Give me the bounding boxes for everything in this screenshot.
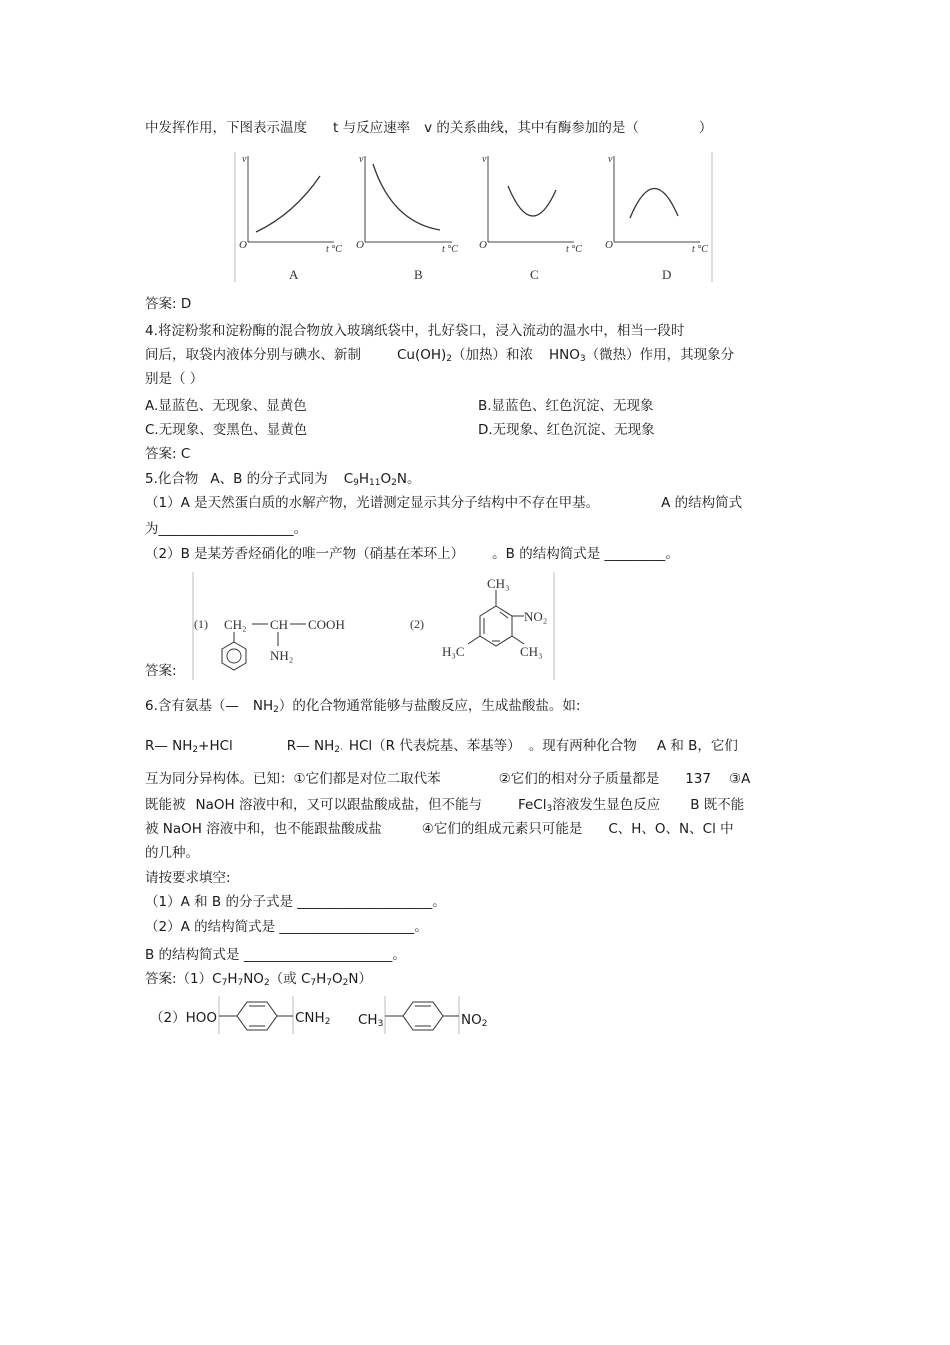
graph-a [239,154,342,282]
axis-t: t °C [326,244,342,255]
axis-origin: O [605,239,613,251]
axis-origin: O [239,239,247,251]
q6-line5: 被 NaOH 溶液中和，也不能跟盐酸成盐 ④它们的组成元素只可能是 C、H、O、N、Cl 中 [145,821,734,837]
q4-line2: 间后，取袋内液体分别与碘水、新制 $Cu(OH)_2$（加热）和浓 $HNO_3$（微热）作用，其现象分 [145,347,735,364]
structure-label-1: (1) [194,617,208,631]
ch2-label: CH₂ [224,617,247,632]
ch-label: CH [270,617,289,632]
structure-label-2: (2) [410,617,424,631]
axis-t: t °C [442,244,458,255]
no2-label: NO₂ [524,609,548,624]
axis-origin: O [479,239,487,251]
q6-reaction: R— $NH_2+HCl$ R— $NH_{2\cdot}$ HCl（R 代表烷基、苯基等） 。现有两种化合物 A 和 B，它们 [145,738,738,755]
graph-c [479,154,582,282]
q6-answer2-label: （2）HOO [150,1010,217,1026]
q6-answer2-cnh2: $CNH_2$ [295,1010,331,1027]
graph-label-c: C [530,267,539,282]
q4-answer: 答案: C [145,446,191,462]
q6-question3: B 的结构简式是 ______________________。 [145,947,406,963]
q6-answer2-no2: $NO_2$ [461,1012,488,1029]
q6-answer2-ring-a [217,996,295,1034]
q5-line1: 5.化合物 A、B 的分子式同为 $C_9H_{11}O_2N$。 [145,471,421,488]
cooh-label: COOH [308,617,345,632]
q4-option-b: B.显蓝色、红色沉淀、无现象 [478,398,654,414]
q3-prompt: 中发挥作用，下图表示温度 t 与反应速率 v 的关系曲线，其中有酶参加的是（ ） [145,120,713,136]
axis-origin: O [356,239,364,251]
q4-option-d: D.无现象、红色沉淀、无现象 [478,422,655,438]
q6-line4: 既能被 NaOH 溶液中和，又可以跟盐酸成盐，但不能与 FeCl$_3$溶液发生显色反应 B 既不能 [145,797,745,814]
ch3-right-label: CH₃ [520,644,543,659]
q6-instructions: 请按要求填空: [145,870,231,886]
benzene-ring-1 [222,642,246,670]
axis-v: v [359,154,364,165]
axis-v: v [242,154,247,165]
q6-line1: 6.含有氨基（— $NH_2$）的化合物通常能够与盐酸反应，生成盐酸盐。如: [145,698,581,715]
q4-option-a: A.显蓝色、无现象、显黄色 [145,398,307,414]
graph-label-a: A [289,267,299,282]
axis-v: v [482,154,487,165]
q6-line3: 互为同分异构体。已知：①它们都是对位二取代苯 ②它们的相对分子质量都是 137 ③A [145,771,751,787]
q4-line1: 4.将淀粉浆和淀粉酶的混合物放入玻璃纸袋中，扎好袋口，浸入流动的温水中，相当一段时 [145,323,685,339]
q3-answer: 答案: D [145,296,192,312]
axis-t: t °C [692,244,708,255]
q6-answer1: 答案$:(1)C_7H_7NO_2$（或 $C_7H_7O_2N$） [145,971,372,988]
q5-part2: （2）B 是某芳香烃硝化的唯一产物（硝基在苯环上） 。B 的结构简式是 _________。 [145,546,679,562]
q6-answer2-ring-b [383,996,461,1034]
q6-question2: （2）A 的结构简式是 ____________________。 [145,919,428,935]
q5-part1-blank: 为____________________。 [145,521,307,537]
benzene-ring-2 [480,606,512,646]
temperature-rate-graphs [234,152,714,284]
q6-line6: 的几种。 [145,845,199,861]
q6-answer2-ch3: $CH_3$ [358,1012,384,1029]
h3c-label: H₃C [442,644,465,659]
graph-d [605,154,708,282]
q5-part1: （1）A 是天然蛋白质的水解产物，光谱测定显示其分子结构中不存在甲基。 A 的结构简式 [145,495,743,511]
q5-answer-structures [190,572,556,680]
q6-question1: （1）A 和 B 的分子式是 ____________________。 [145,894,446,910]
axis-v: v [608,154,613,165]
graph-label-d: D [662,267,672,282]
graph-label-b: B [414,267,423,282]
axis-t: t °C [566,244,582,255]
q4-option-c: C.无现象、变黑色、显黄色 [145,422,308,438]
ch3-top-label: CH₃ [487,576,510,591]
nh2-label: NH₂ [270,648,294,663]
q4-line3: 别是（ ） [145,371,204,387]
graph-b [356,154,458,282]
q5-answer-label: 答案: [145,663,177,679]
